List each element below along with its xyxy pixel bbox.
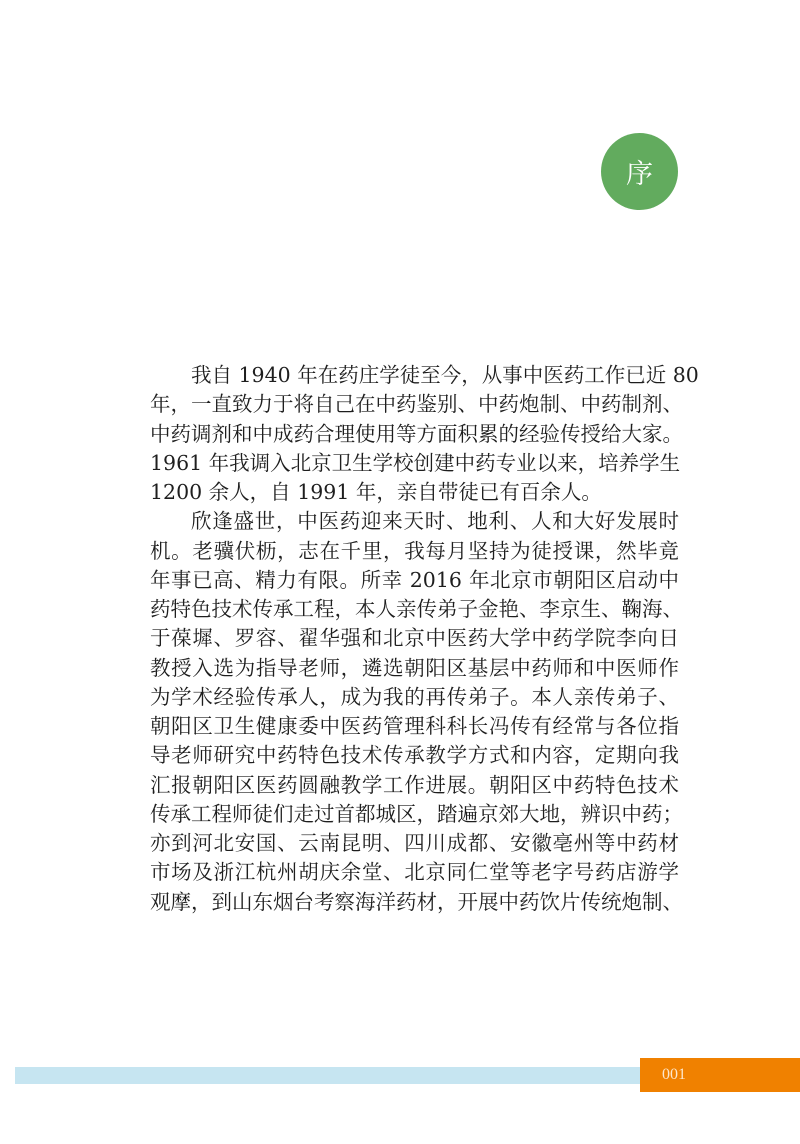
text-line: 市场及浙江杭州胡庆余堂、北京同仁堂等老字号药店游学 — [150, 860, 679, 885]
text-line: 传承工程师徒们走过首都城区，踏遍京郊大地，辨识中药； — [150, 801, 683, 826]
text-line: 年，一直致力于将自己在中药鉴别、中药炮制、中药制剂、 — [150, 392, 683, 417]
text-line: 汇报朝阳区医药圆融教学工作进展。朝阳区中药特色技术 — [150, 772, 679, 797]
text-line: 年事已高、精力有限。所幸 2016 年北京市朝阳区启动中 — [150, 567, 679, 592]
footer-band — [15, 1067, 640, 1084]
text-line: 朝阳区卫生健康委中医药管理科科长冯传有经常与各位指 — [150, 714, 679, 738]
text-line: 导老师研究中药特色技术传承教学方式和内容，定期向我 — [150, 743, 679, 768]
text-line: 药特色技术传承工程，本人亲传弟子金艳、李京生、鞠海、 — [150, 597, 683, 621]
text-line: 于葆墀、罗容、翟华强和北京中医药大学中药学院李向日 — [150, 626, 679, 651]
text-line: 欣逢盛世，中医药迎来天时、地利、人和大好发展时 — [191, 509, 679, 534]
text-line: 我自 1940 年在药庄学徒至今，从事中医药工作已近 80 — [191, 363, 699, 387]
text-line: 观摩，到山东烟台考察海洋药材，开展中药饮片传统炮制、 — [150, 889, 683, 914]
page-number: 001 — [662, 1066, 686, 1083]
text-line: 为学术经验传承人，成为我的再传弟子。本人亲传弟子、 — [150, 684, 679, 709]
text-line: 亦到河北安国、云南昆明、四川成都、安徽亳州等中药材 — [150, 831, 679, 855]
text-line: 机。老骥伏枥，志在千里，我每月坚持为徒授课，然毕竟 — [150, 538, 679, 563]
text-line: 1200 余人，自 1991 年，亲自带徒已有百余人。 — [150, 480, 602, 504]
chapter-badge-preface: 序 — [601, 133, 678, 210]
text-line: 1961 年我调入北京卫生学校创建中药专业以来，培养学生 — [150, 450, 681, 475]
text-line: 中药调剂和中成药合理使用等方面积累的经验传授给大家。 — [150, 421, 683, 446]
text-line: 教授入选为指导老师，遴选朝阳区基层中药师和中医师作 — [150, 655, 679, 680]
body-text — [150, 361, 699, 917]
page-number-box — [640, 1058, 800, 1092]
